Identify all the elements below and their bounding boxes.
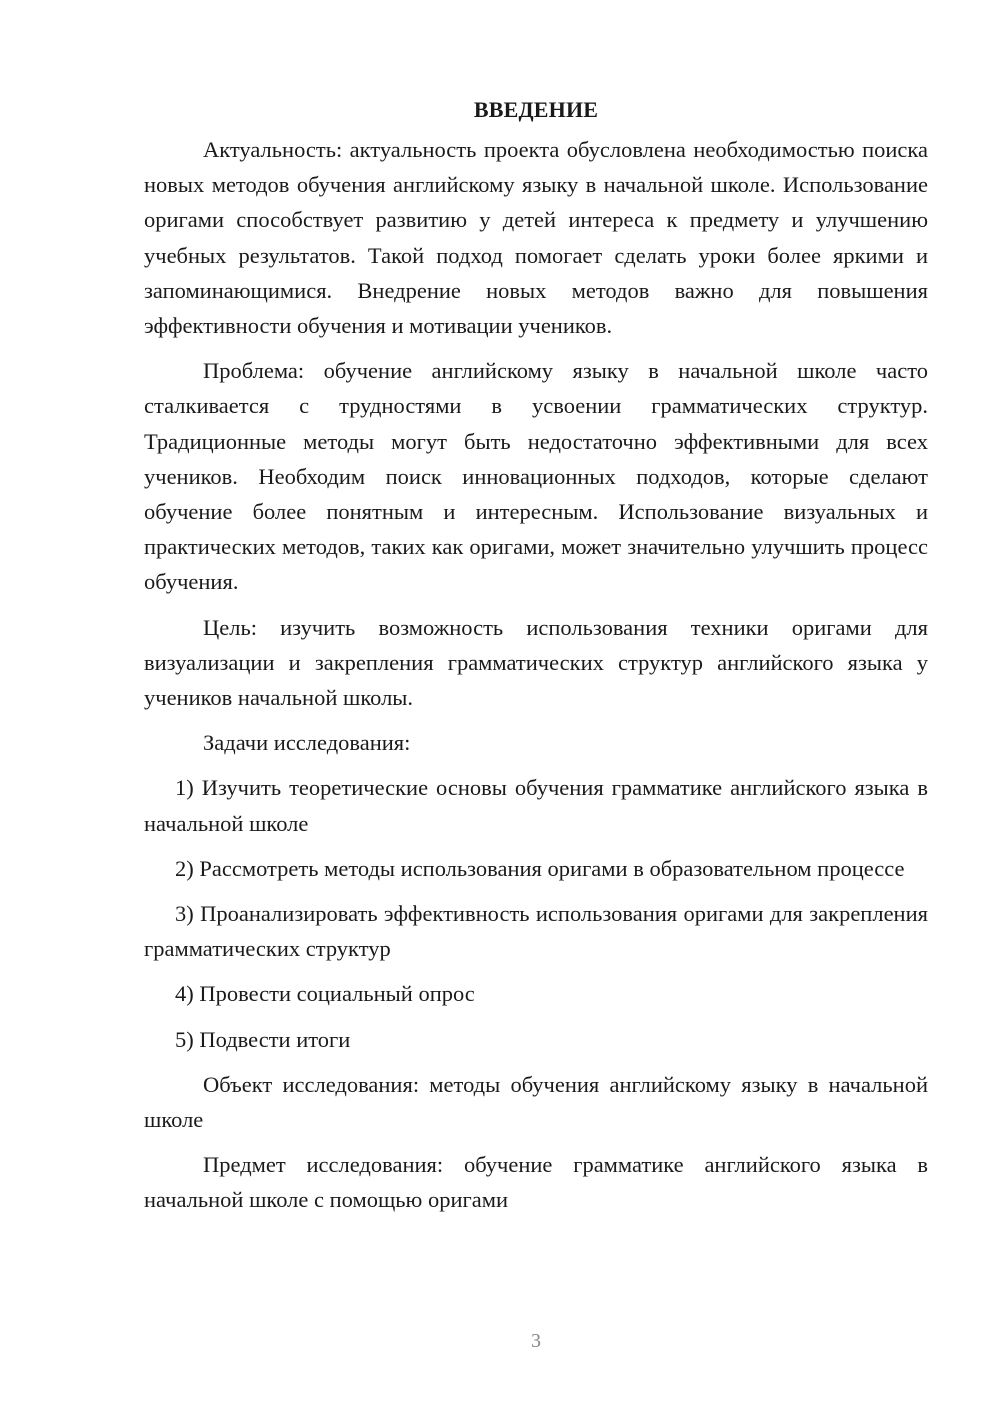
object-paragraph: Объект исследования: методы обучения английскому языку в начальной школе xyxy=(144,1071,928,1133)
relevance-paragraph: Актуальность: актуальность проекта обусловлена необходимостью поиска новых методов обучения английскому языку в начальной школе. Использование оригами способствует развитию у детей интереса к предмету и улучшению учебных результатов. Такой подход помогает сделать уроки более яркими и запоминающимися. Внедрение новых методов важно для повышения эффективности обучения и мотивации учеников. xyxy=(144,137,928,339)
page-number: 3 xyxy=(531,1330,541,1352)
problem-paragraph: Проблема: обучение английскому языку в начальной школе часто сталкивается с трудностями в усвоении грамматических структур. Традиционные методы могут быть недостаточно эффективными для всех учеников. Необходим поиск инновационных подходов, которые сделают обучение более понятным и интересным. Использование визуальных и практических методов, таких как оригами, может значительно улучшить процесс обучения. xyxy=(144,358,928,595)
subject-paragraph: Предмет исследования: обучение грамматике английского языка в начальной школе с помощью оригами xyxy=(144,1152,928,1213)
page-title: ВВЕДЕНИЕ xyxy=(473,97,599,122)
task-item-1: 1) Изучить теоретические основы обучения грамматике английского языка в начальной школе xyxy=(144,775,928,836)
tasks-heading: Задачи исследования: xyxy=(203,730,411,756)
page-content xyxy=(144,92,928,1228)
task-item-4: 4) Провести социальный опрос xyxy=(175,981,475,1007)
goal-paragraph: Цель: изучить возможность использования техники оригами для визуализации и закрепления грамматических структур английского языка у учеников начальной школы. xyxy=(144,614,928,711)
task-item-5: 5) Подвести итоги xyxy=(175,1026,351,1052)
task-item-3: 3) Проанализировать эффективность использования оригами для закрепления грамматических структур xyxy=(144,901,928,962)
task-item-2: 2) Рассмотреть методы использования оригами в образовательном процессе xyxy=(175,855,905,881)
